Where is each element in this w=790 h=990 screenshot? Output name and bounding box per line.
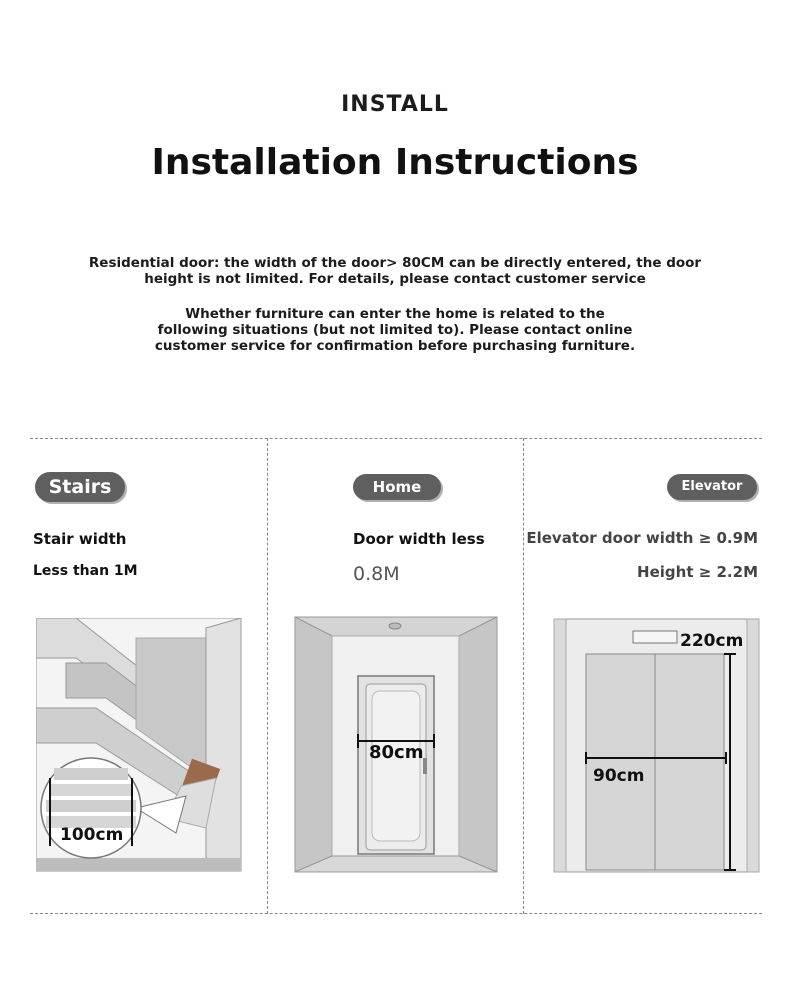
stairs-measure: 100cm (60, 825, 124, 845)
home-badge: Home (353, 474, 441, 500)
elevator-width-label: Elevator door width ≥ 0.9M (526, 529, 758, 547)
residential-note: Residential door: the width of the door> 80CM can be directly entered, the door height is not limited. For details, please contact customer service (88, 255, 702, 287)
elevator-illustration (553, 618, 761, 874)
top-divider (30, 438, 762, 439)
stairs-badge: Stairs (35, 472, 125, 502)
elevator-badge: Elevator (667, 474, 757, 500)
stairs-illustration (36, 618, 246, 873)
column-divider-left (267, 438, 268, 914)
home-door-illustration (294, 616, 499, 874)
door-width-label: Door width less (353, 530, 485, 548)
elevator-width-measure: 90cm (593, 766, 645, 786)
bottom-divider (30, 913, 762, 914)
stairs-limit-label: Less than 1M (33, 563, 138, 579)
purchase-note: Whether furniture can enter the home is related to the following situations (but not limited to). Please contact online customer service for confirmation before purchasing furniture. (154, 306, 636, 354)
page-title: Installation Instructions (151, 142, 639, 183)
elevator-height-measure: 220cm (680, 631, 744, 651)
column-divider-right (523, 438, 524, 914)
door-width-value: 0.8M (353, 563, 400, 585)
home-door-measure: 80cm (369, 742, 424, 763)
elevator-height-label: Height ≥ 2.2M (637, 563, 758, 581)
page-kicker: INSTALL (341, 92, 449, 117)
stairs-width-label: Stair width (33, 530, 127, 548)
